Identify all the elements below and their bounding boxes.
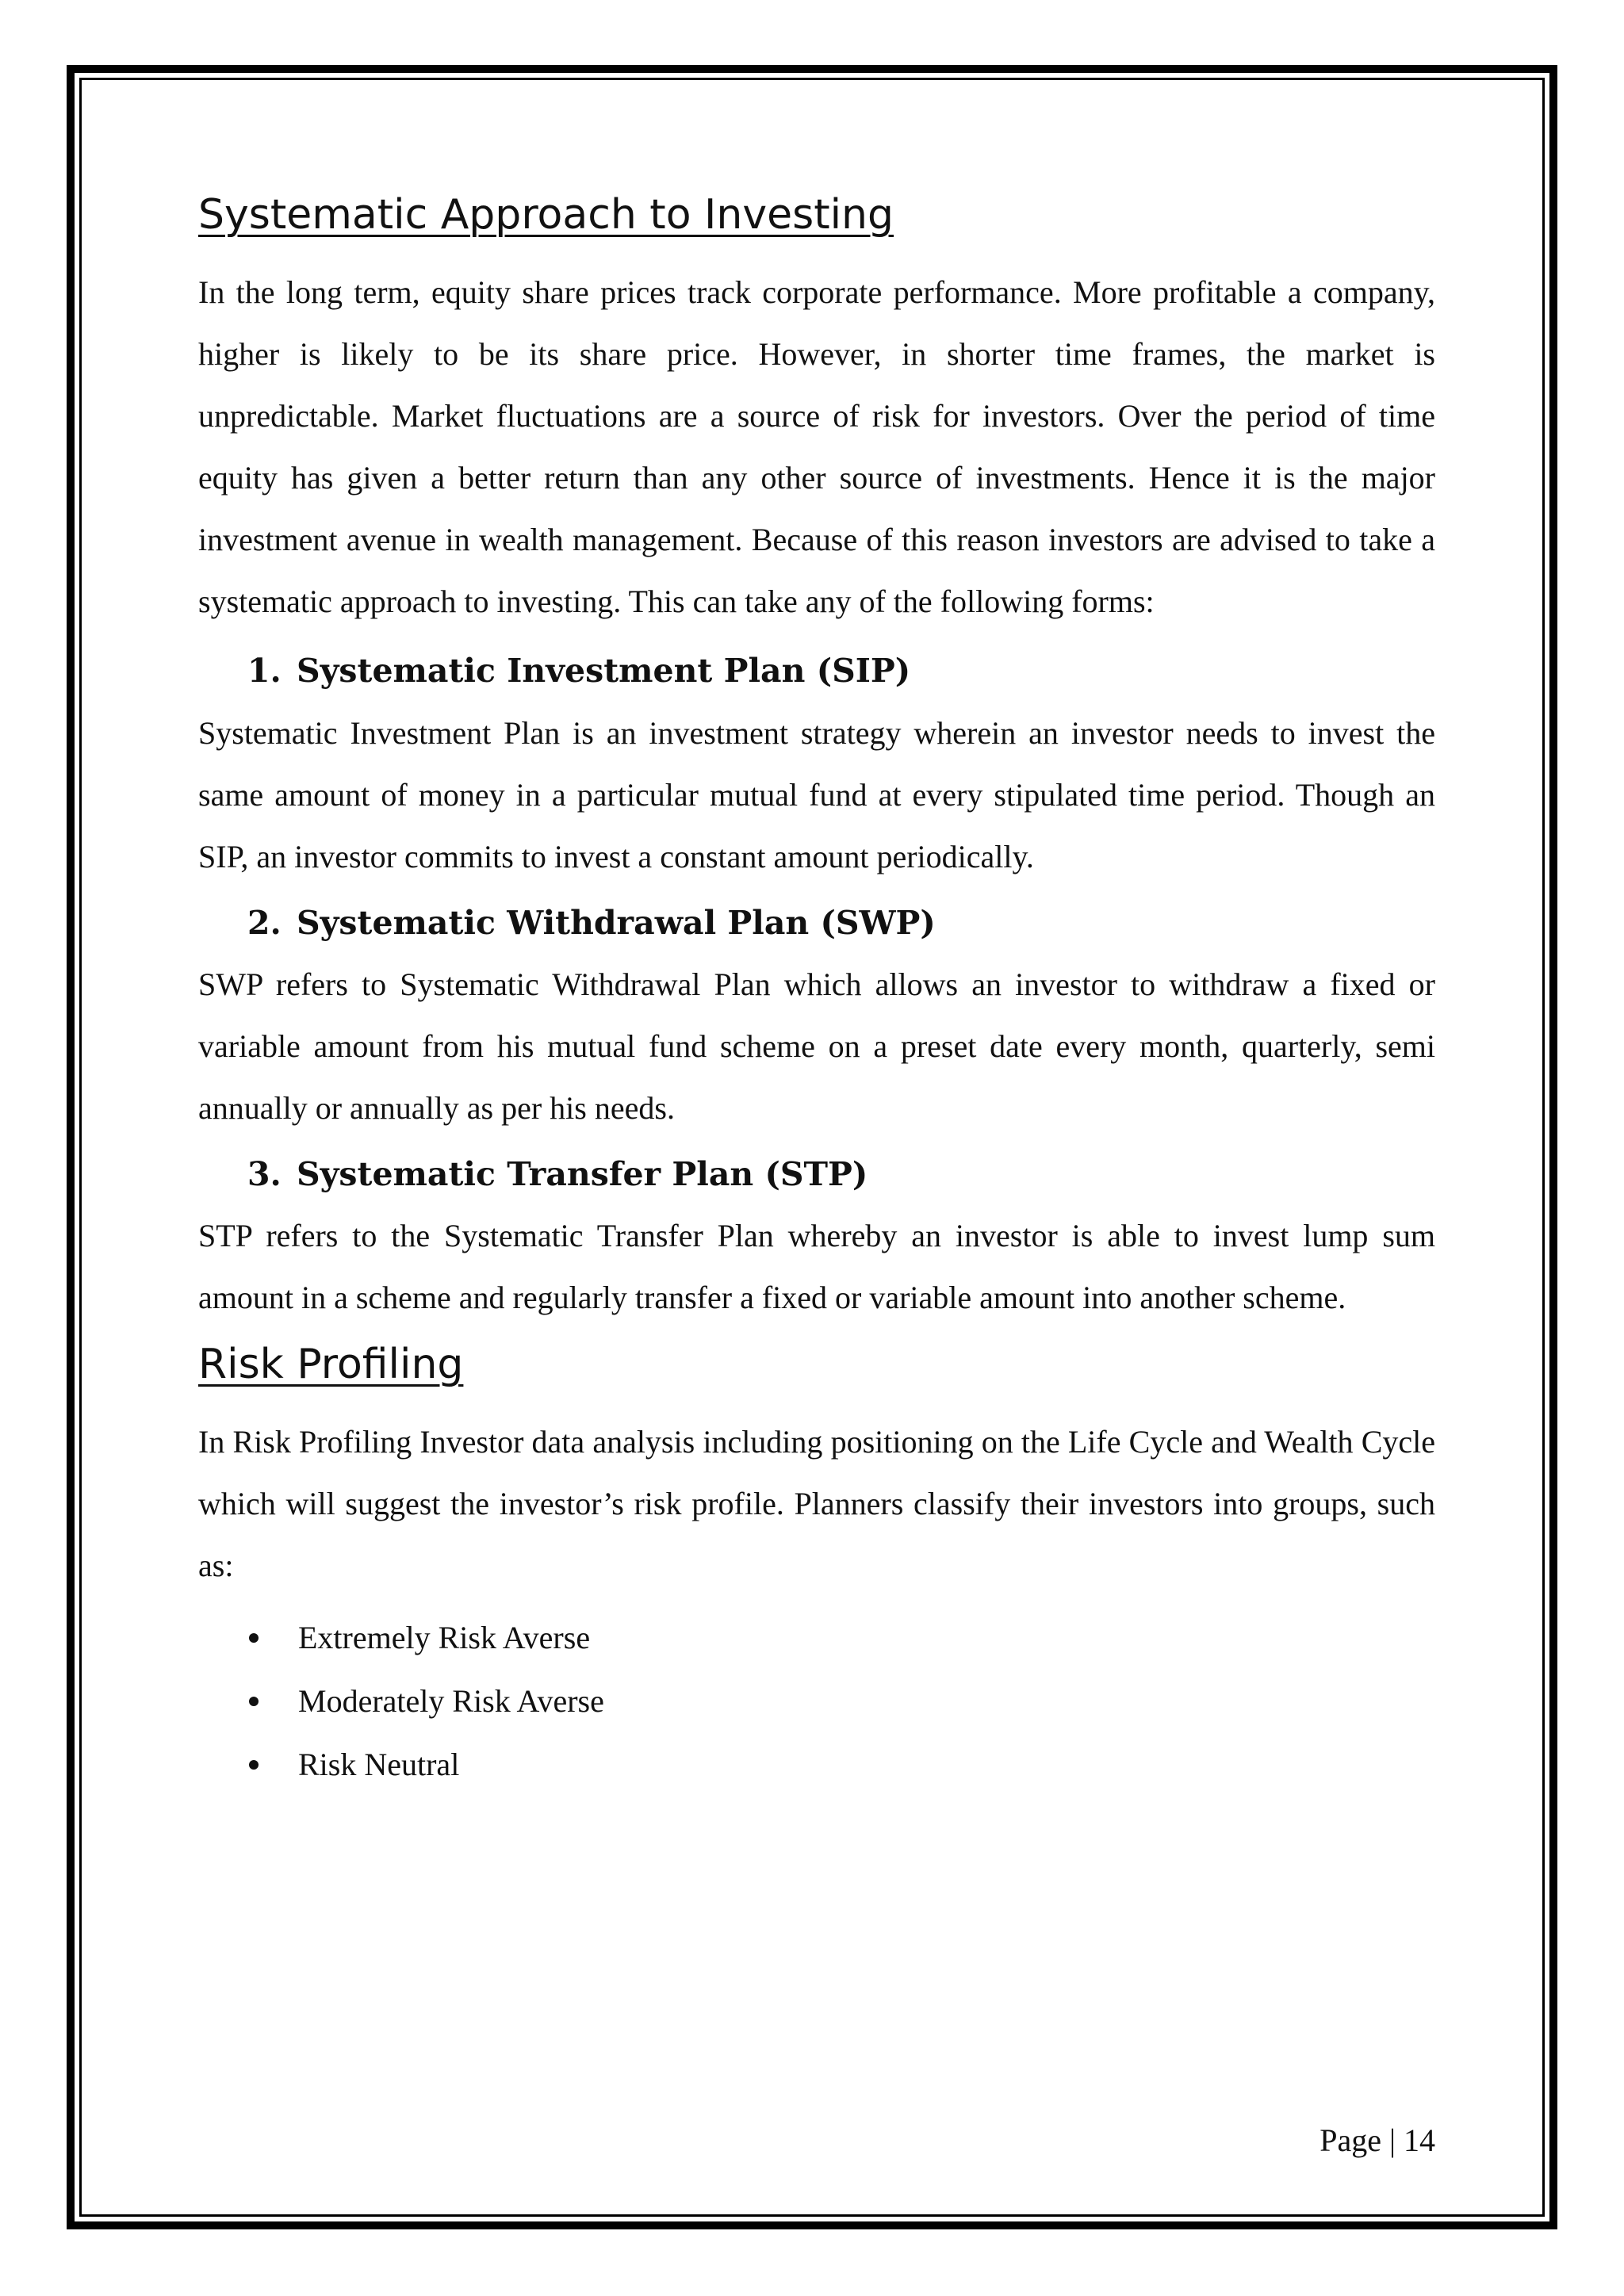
paragraph-swp: SWP refers to Systematic Withdrawal Plan which allows an investor to withdraw a fixed or variable amount from his mutual fund scheme on a preset date every month, quarterly, semi annually or annually as per his needs.	[198, 966, 1435, 1126]
plan-item-swp	[198, 904, 1435, 1139]
heading-systematic-approach: Systematic Approach to Investing	[198, 191, 894, 239]
bullet-icon	[249, 1633, 259, 1643]
bullet-icon	[249, 1760, 259, 1770]
page-number: Page | 14	[1320, 2122, 1435, 2158]
subheading-swp	[198, 904, 1435, 943]
paragraph-systematic-intro: In the long term, equity share prices track corporate performance. More profitable a company, higher is likely to be its share price. However, in shorter time frames, the market is unpredictable. Market fluctuations are a source of risk for investors. Over the period of time equity has given a better return than any other source of investments. Hence it is the major investment avenue in wealth management. Because of this reason investors are advised to take a systematic approach to investing. This can take any of the following forms:	[198, 274, 1435, 620]
list-item-label: Moderately Risk Averse	[298, 1683, 604, 1720]
page-content	[198, 190, 1435, 1797]
item-title: Systematic Withdrawal Plan (SWP)	[297, 903, 936, 942]
list-item	[198, 1606, 1435, 1670]
subheading-sip	[198, 652, 1435, 691]
item-number: 3.	[247, 1154, 282, 1193]
list-item-label: Risk Neutral	[298, 1747, 460, 1783]
paragraph-stp: STP refers to the Systematic Transfer Plan whereby an investor is able to invest lump sum amount in a scheme and regularly transfer a fixed or variable amount into another scheme.	[198, 1217, 1435, 1315]
bullet-icon	[249, 1697, 259, 1706]
list-item-label: Extremely Risk Averse	[298, 1620, 591, 1656]
paragraph-risk-intro: In Risk Profiling Investor data analysis including positioning on the Life Cycle and Wealth Cycle which will suggest the investor’s risk profile. Planners classify their investors into groups, such as:	[198, 1424, 1435, 1584]
item-title: Systematic Investment Plan (SIP)	[297, 652, 911, 691]
list-item	[198, 1670, 1435, 1733]
heading-risk-profiling: Risk Profiling	[198, 1340, 464, 1388]
risk-group-list	[198, 1606, 1435, 1797]
paragraph-sip: Systematic Investment Plan is an investment strategy wherein an investor needs to invest the same amount of money in a particular mutual fund at every stipulated time period. Though an SIP, an investor commits to invest a constant amount periodically.	[198, 714, 1435, 874]
item-number: 1.	[247, 652, 282, 691]
item-title: Systematic Transfer Plan (STP)	[297, 1154, 868, 1193]
subheading-stp	[198, 1155, 1435, 1194]
list-item	[198, 1733, 1435, 1797]
plan-item-sip	[198, 652, 1435, 887]
plan-item-stp	[198, 1155, 1435, 1329]
item-number: 2.	[247, 903, 282, 942]
